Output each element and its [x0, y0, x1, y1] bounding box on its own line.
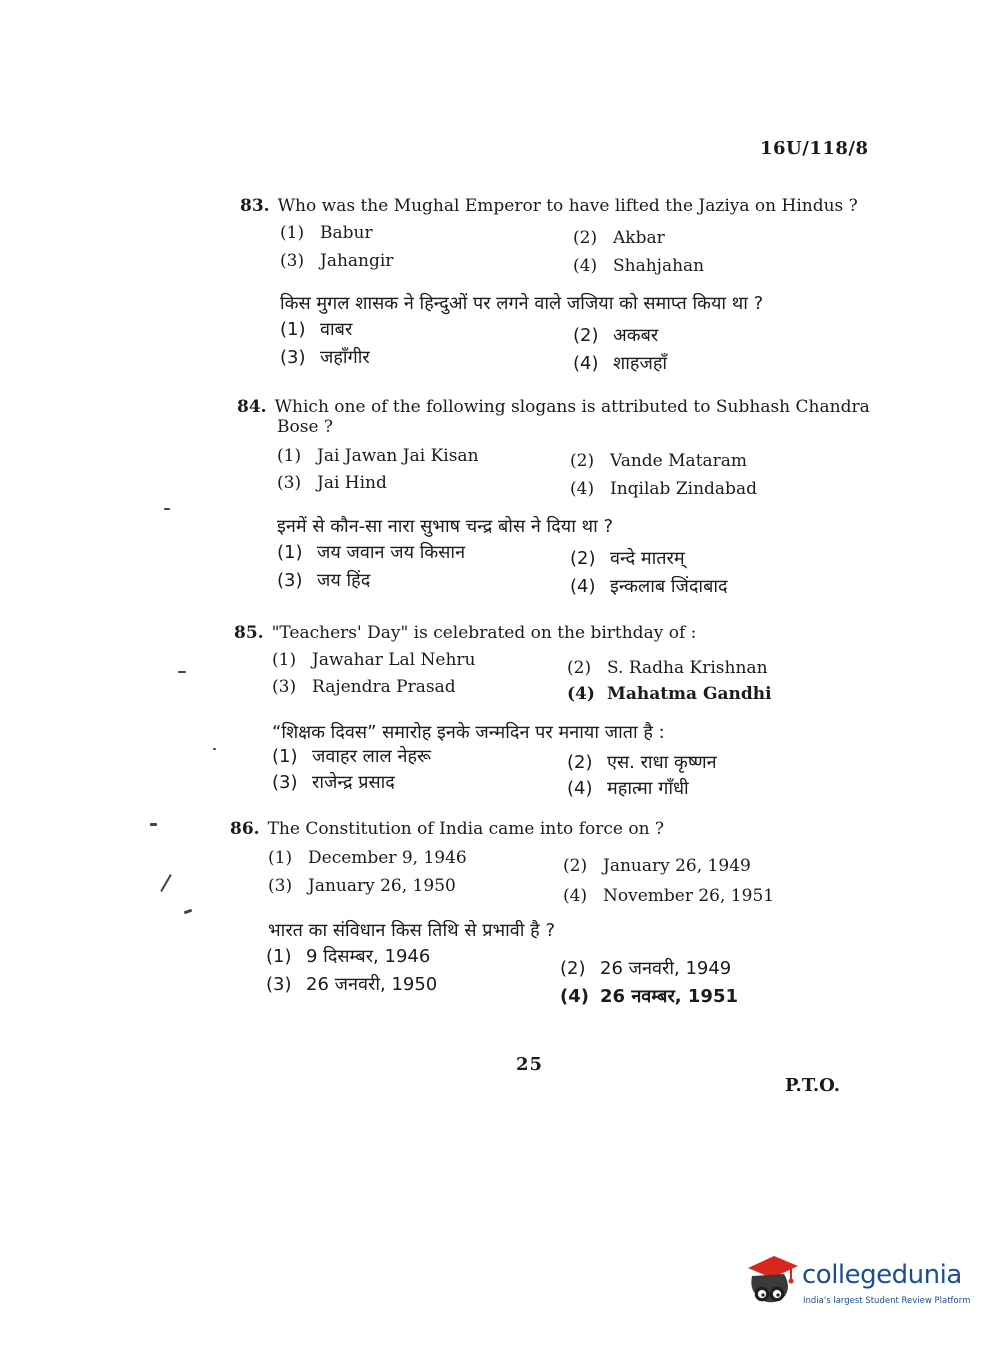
option-hi-3: (3) राजेन्द्र प्रसाद: [272, 772, 395, 793]
option-hi-2: (2) वन्दे मातरम्: [570, 548, 685, 569]
option-hi-4: (4) इन्कलाब जिंदाबाद: [570, 576, 728, 597]
option-en-1: (1) Jawahar Lal Nehru: [272, 650, 476, 670]
option-en-3: (3) Rajendra Prasad: [272, 677, 456, 697]
graduate-mascot-icon: [742, 1252, 800, 1316]
pto-label: P.T.O.: [785, 1075, 841, 1096]
question-text-hi: “शिक्षक दिवस” समारोह इनके जन्मदिन पर मनाया जाता है :: [272, 722, 665, 743]
question-text-hi: किस मुगल शासक ने हिन्दुओं पर लगने वाले जजिया को समाप्त किया था ?: [280, 293, 764, 314]
paper-code: 16U/118/8: [760, 138, 869, 159]
question-text-en: Who was the Mughal Emperor to have lifted the Jaziya on Hindus ?: [277, 196, 858, 216]
question-number: 85.: [234, 623, 264, 643]
question-text-hi: इनमें से कौन-सा नारा सुभाष चन्द्र बोस ने दिया था ?: [277, 516, 614, 537]
page-number: 25: [516, 1054, 544, 1075]
scan-mark: [164, 508, 170, 510]
question-83: [240, 195, 880, 385]
question-text-en: Which one of the following slogans is attributed to Subhash Chandra: [274, 397, 870, 417]
question-85: [234, 622, 874, 802]
option-en-4: (4) Shahjahan: [573, 256, 705, 276]
question-86: [230, 818, 870, 1018]
option-hi-2: (2) 26 जनवरी, 1949: [560, 958, 732, 979]
option-en-3: (3) January 26, 1950: [268, 876, 456, 896]
question-text-en-cont: Bose ?: [277, 417, 334, 437]
option-hi-4: (4) महात्मा गाँधी: [567, 778, 689, 799]
scan-mark: [150, 823, 157, 826]
brand-name: collegedunia: [802, 1260, 962, 1290]
option-hi-4: (4) 26 नवम्बर, 1951: [560, 986, 739, 1007]
option-en-3: (3) Jahangir: [280, 251, 394, 271]
scan-mark: [184, 909, 193, 915]
option-en-2: (2) Vande Mataram: [570, 451, 748, 471]
question-text-en: The Constitution of India came into force on ?: [267, 819, 665, 839]
option-hi-1: (1) वाबर: [280, 319, 353, 340]
brand-tagline: India's largest Student Review Platform: [803, 1296, 971, 1306]
option-en-1: (1) Jai Jawan Jai Kisan: [277, 446, 479, 466]
scan-mark: [160, 874, 172, 892]
option-en-2: (2) Akbar: [573, 228, 665, 248]
option-hi-1: (1) 9 दिसम्बर, 1946: [266, 946, 431, 967]
question-number: 86.: [230, 819, 260, 839]
option-hi-2: (2) एस. राधा कृष्णन: [567, 752, 717, 773]
question-number: 83.: [240, 196, 270, 216]
collegedunia-watermark: [742, 1252, 972, 1316]
option-hi-1: (1) जय जवान जय किसान: [277, 542, 466, 563]
option-hi-3: (3) जय हिंद: [277, 570, 371, 591]
option-hi-3: (3) 26 जनवरी, 1950: [266, 974, 438, 995]
question-84: [237, 396, 877, 606]
scan-mark: [178, 671, 186, 673]
question-text-hi: भारत का संविधान किस तिथि से प्रभावी है ?: [268, 920, 556, 941]
option-en-2: (2) January 26, 1949: [563, 856, 751, 876]
option-en-3: (3) Jai Hind: [277, 473, 387, 493]
option-en-1: (1) December 9, 1946: [268, 848, 467, 868]
option-hi-4: (4) शाहजहाँ: [573, 353, 668, 374]
option-en-2: (2) S. Radha Krishnan: [567, 658, 768, 678]
question-number: 84.: [237, 397, 267, 417]
question-text-en: "Teachers' Day" is celebrated on the birthday of :: [271, 623, 697, 643]
option-en-1: (1) Babur: [280, 223, 373, 243]
option-hi-2: (2) अकबर: [573, 325, 659, 346]
option-en-4: (4) November 26, 1951: [563, 886, 775, 906]
option-hi-1: (1) जवाहर लाल नेहरू: [272, 746, 431, 767]
option-en-4: (4) Inqilab Zindabad: [570, 479, 757, 499]
scan-mark: [213, 748, 216, 750]
option-en-4: (4) Mahatma Gandhi: [567, 684, 772, 704]
option-hi-3: (3) जहाँगीर: [280, 347, 370, 368]
